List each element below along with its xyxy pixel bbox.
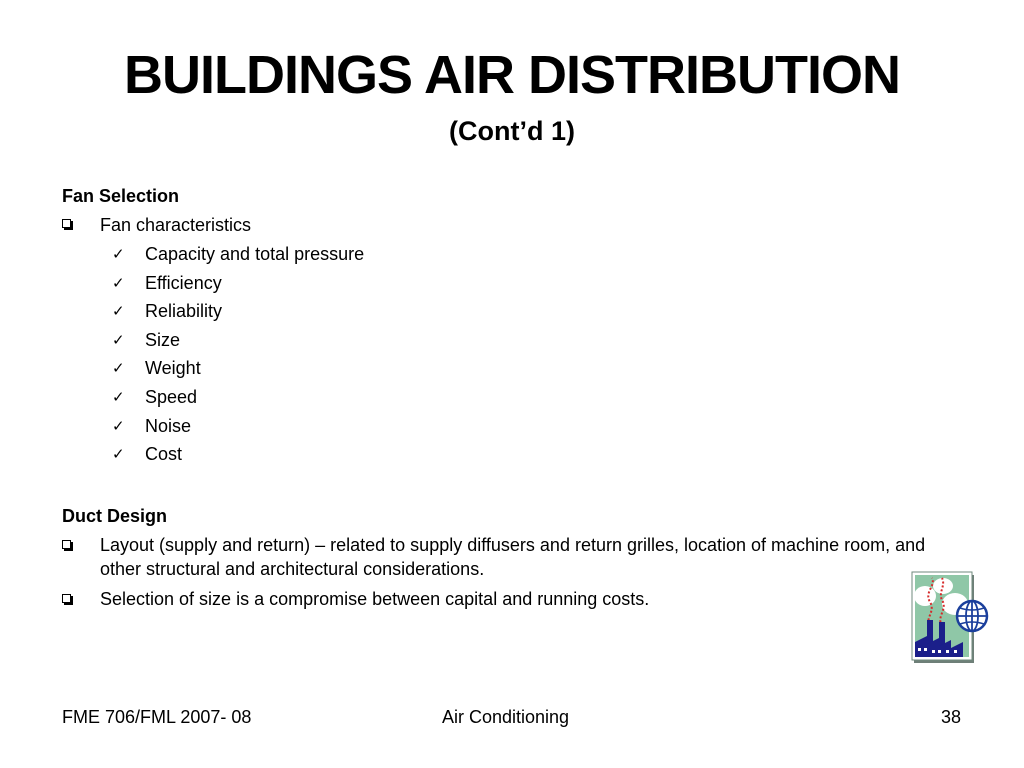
square-bullet-icon	[62, 219, 71, 228]
bullet-text: Fan characteristics	[100, 215, 252, 235]
footer-course-code: FME 706/FML 2007- 08	[62, 707, 252, 727]
checkmark-icon: ✓	[112, 273, 125, 292]
footer-page-number: 38	[941, 707, 962, 727]
slide-subtitle: (Cont’d 1)	[449, 116, 575, 146]
slide-title: BUILDINGS AIR DISTRIBUTION	[124, 45, 900, 105]
check-item-text: Noise	[145, 415, 192, 436]
square-bullet-icon	[62, 594, 71, 603]
duct-size-bullet-text: Selection of size is a compromise between capital and running costs.	[100, 589, 650, 609]
check-item-text: Speed	[145, 386, 198, 407]
checkmark-icon: ✓	[112, 416, 125, 435]
footer-course-title: Air Conditioning	[442, 707, 570, 727]
checkmark-icon: ✓	[112, 387, 125, 406]
check-item-text: Reliability	[145, 301, 223, 322]
fan-selection-heading: Fan Selection	[62, 186, 180, 206]
check-item-text: Capacity and total pressure	[145, 244, 365, 264]
cloud-shape	[914, 586, 936, 606]
checkmark-icon: ✓	[112, 359, 125, 378]
check-item-text: Efficiency	[145, 272, 222, 293]
square-bullet-icon	[62, 540, 71, 549]
check-item-text: Weight	[145, 358, 201, 379]
duct-design-heading: Duct Design	[62, 506, 168, 526]
duct-layout-bullet-text: Layout (supply and return) – related to supply diffusers and return grilles, location of machine room, and other structural and architectural considerations.	[100, 535, 926, 579]
checkmark-icon: ✓	[112, 445, 125, 464]
check-item-text: Size	[145, 329, 181, 350]
checkmark-icon: ✓	[112, 302, 125, 321]
checkmark-icon: ✓	[112, 245, 125, 263]
checkmark-icon: ✓	[112, 330, 125, 349]
factory-globe-icon	[910, 570, 992, 666]
check-item-text: Cost	[145, 444, 183, 465]
